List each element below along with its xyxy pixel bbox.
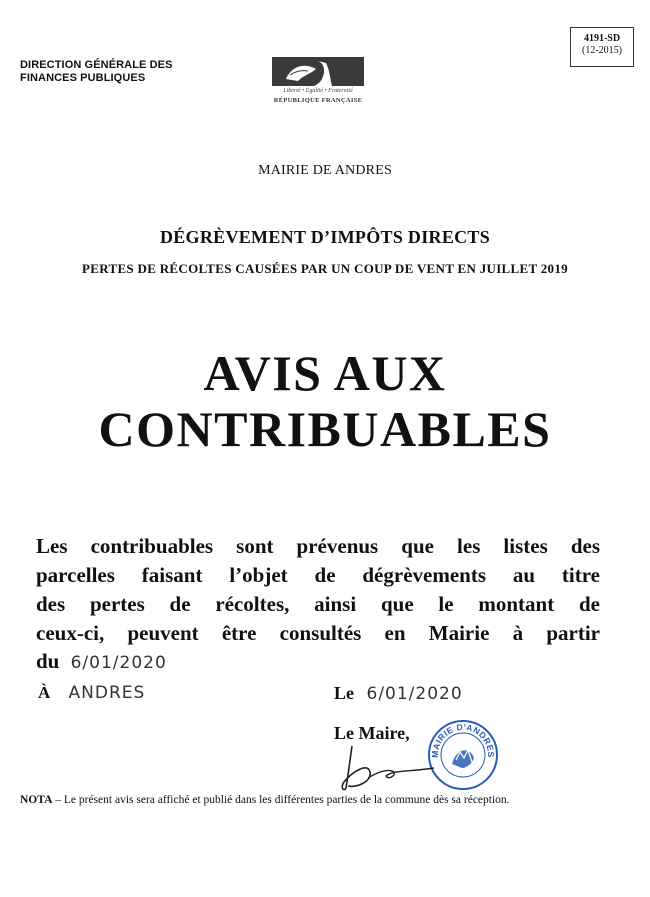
place-prefix: À <box>38 683 51 702</box>
body-line-1: Les contribuables sont prévenus que les listes des <box>36 534 600 558</box>
headline-line-1: AVIS AUX <box>203 345 447 401</box>
nota-footnote <box>20 794 510 806</box>
logo-motto: Liberté • Égalité • Fraternité <box>283 88 353 94</box>
form-version: (12-2015) <box>582 45 622 56</box>
nota-label: NOTA <box>20 794 53 806</box>
date-prefix: Le <box>334 683 354 703</box>
form-code: 4191-SD <box>583 33 621 44</box>
body-date-prefix: du <box>36 649 60 673</box>
headline-line-2: CONTRIBUABLES <box>98 401 552 457</box>
handwritten-date: 6/01/2020 <box>366 684 463 704</box>
direction-line-1: DIRECTION GÉNÉRALE DES <box>20 59 173 71</box>
handwritten-signature <box>338 742 438 794</box>
nota-text: – Le présent avis sera affiché et publié dans les différentes parties de la commune dès sa réception. <box>52 794 510 806</box>
handwritten-place: ANDRES <box>68 683 146 703</box>
document-title: DÉGRÈVEMENT D’IMPÔTS DIRECTS <box>159 227 491 247</box>
municipality-name: MAIRIE DE ANDRES <box>258 163 392 178</box>
body-line-2: parcelles faisant l’objet de dégrèvements au titre <box>36 563 600 587</box>
stamp-text: MAIRIE D'ANDRES <box>429 721 497 758</box>
logo-republic: RÉPUBLIQUE FRANÇAISE <box>273 97 363 104</box>
handwritten-consult-date: 6/01/2020 <box>70 653 167 673</box>
direction-line-2: FINANCES PUBLIQUES <box>20 72 146 84</box>
signatory-title: Le Maire, <box>334 723 410 743</box>
body-line-3: des pertes de récoltes, ainsi que le montant de <box>36 592 600 616</box>
place-line <box>38 683 145 703</box>
headline <box>0 345 650 457</box>
issuing-authority <box>20 59 173 85</box>
body-line-4: ceux-ci, peuvent être consultés en Mairie à partir <box>36 621 600 645</box>
date-line <box>334 683 463 704</box>
document-subtitle: PERTES DE RÉCOLTES CAUSÉES PAR UN COUP DE VENT EN JUILLET 2019 <box>82 261 568 276</box>
form-reference-box <box>570 27 634 67</box>
body-line-5 <box>36 649 600 674</box>
